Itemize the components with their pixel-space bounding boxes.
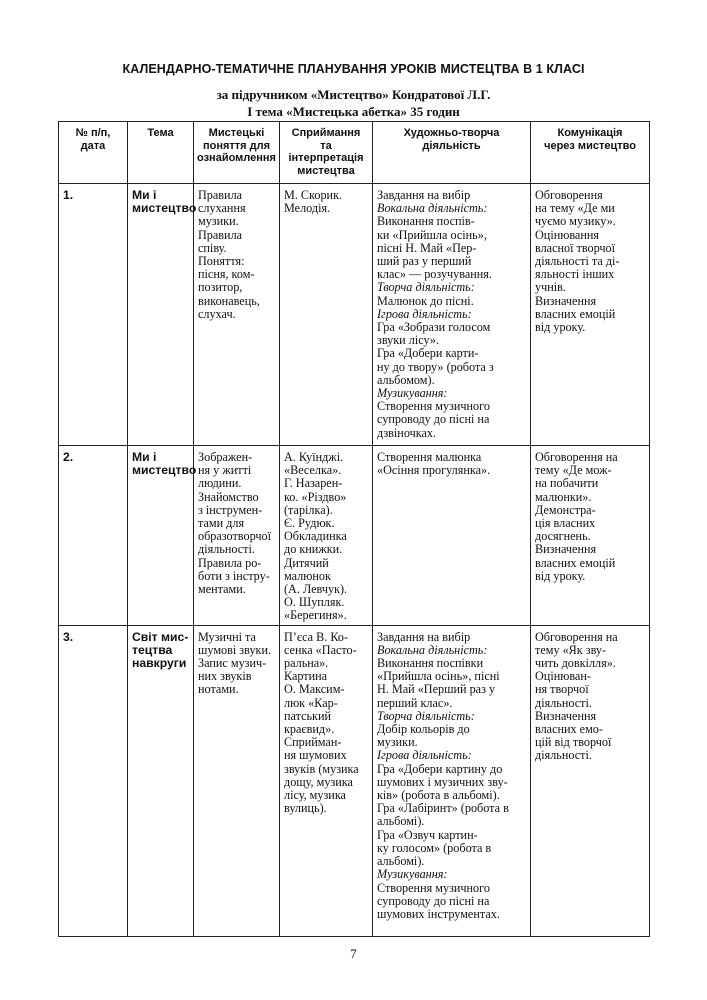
- cell-line: Г. Назарен-: [284, 476, 343, 491]
- cell-line: цій від творчої: [535, 735, 612, 750]
- row-theme: [128, 446, 197, 626]
- cell-line: пісня, ком-: [198, 267, 255, 282]
- cell-line: супроводу до пісні на: [377, 893, 490, 908]
- cell-line: шумові звуки.: [198, 642, 272, 657]
- cell-line: ків» (робота в альбомі).: [377, 788, 500, 803]
- cell-line: малюнки».: [535, 489, 592, 504]
- cell-line: Картина: [284, 669, 328, 684]
- row-perception: [280, 625, 373, 936]
- cell-line: Обговорення: [535, 188, 603, 202]
- cell-line: звуки лісу».: [377, 333, 439, 348]
- cell-line: супроводу до пісні на: [377, 412, 490, 427]
- cell-line: Створення музичного: [377, 399, 490, 414]
- cell-line: П’єса В. Ко-: [284, 629, 349, 644]
- cell-line: досягнень.: [535, 529, 591, 544]
- page-number: 7: [350, 946, 357, 961]
- textbook-subtitle: за підручником «Мистецтво» Кондратової Л.Г.: [216, 87, 491, 102]
- row-communication: [531, 184, 650, 446]
- cell-line: перший клас».: [377, 695, 453, 710]
- cell-line: Обкладинка: [284, 529, 347, 544]
- cell-line: Тема: [147, 127, 174, 139]
- cell-line: Сприймання: [291, 127, 361, 139]
- cell-line: через мистецтво: [544, 139, 636, 152]
- planning-table: [58, 121, 650, 937]
- row-theme: [128, 625, 194, 936]
- cell-line: Зображен-: [198, 450, 253, 464]
- row-activity: [373, 184, 531, 446]
- cell-line: ну до твору» (робота з: [377, 359, 494, 374]
- cell-line: малюнок: [284, 568, 331, 583]
- cell-line: Вокальна діяльність:: [377, 201, 488, 216]
- cell-line: Визначення: [535, 293, 597, 308]
- cell-line: виконавець,: [198, 293, 260, 308]
- cell-line: ки «Прийшла осінь»,: [377, 227, 487, 242]
- cell-line: «Берегиня».: [284, 608, 347, 623]
- cell-line: Є. Рудюк.: [284, 516, 335, 531]
- cell-line: Ігрова діяльність:: [377, 748, 472, 763]
- cell-line: Демонстра-: [535, 502, 596, 517]
- row-number: 1.: [59, 184, 128, 446]
- cell-line: шумових інструментах.: [377, 906, 500, 921]
- cell-line: альбомі).: [377, 854, 425, 869]
- cell-line: Гра «Озвуч картин-: [377, 827, 478, 842]
- cell-line: поняття для: [202, 139, 271, 152]
- cell-line: Творча діяльність:: [377, 280, 475, 295]
- cell-line: Добір кольорів до: [377, 722, 470, 737]
- cell-line: патський: [284, 708, 332, 723]
- cell-line: Гра «Добери карти-: [377, 346, 479, 361]
- cell-line: мистецтво: [132, 201, 197, 216]
- row-number: 3.: [59, 625, 128, 936]
- cell-line: від уроку.: [535, 568, 586, 583]
- cell-line: Дитячий: [284, 555, 329, 570]
- cell-line: тецтва: [132, 642, 173, 657]
- cell-line: № п/п,: [75, 127, 111, 139]
- cell-line: до книжки.: [284, 542, 343, 557]
- cell-line: на побачити: [535, 476, 599, 491]
- cell-line: Ми і: [132, 188, 157, 202]
- cell-line: власних емоцій: [535, 555, 616, 570]
- header-concepts: [194, 122, 280, 184]
- cell-line: тами для: [198, 516, 245, 531]
- cell-line: Знайомство: [198, 489, 259, 504]
- cell-line: О. Шупляк.: [284, 595, 345, 610]
- table-row: [59, 446, 650, 626]
- cell-line: ший раз у перший: [377, 254, 472, 269]
- cell-line: чить довкілля».: [535, 656, 616, 671]
- cell-line: Гра «Лабіринт» (робота в: [377, 801, 509, 816]
- cell-line: ральна».: [284, 656, 329, 671]
- cell-line: образотворчої: [198, 529, 271, 544]
- cell-line: них звуків: [198, 669, 252, 684]
- header-row: [59, 122, 650, 184]
- cell-line: діяльності.: [535, 695, 592, 710]
- cell-line: Обговорення на: [535, 629, 618, 644]
- cell-line: ня шумових: [284, 748, 347, 763]
- cell-line: на тему «Де ми: [535, 201, 615, 216]
- cell-line: музики.: [198, 214, 239, 229]
- cell-line: (тарілка).: [284, 502, 333, 517]
- cell-line: Оцінювання: [535, 227, 599, 242]
- cell-line: дзвіночках.: [377, 425, 437, 440]
- cell-line: боти з інстру-: [198, 568, 270, 583]
- cell-line: ція власних: [535, 516, 596, 531]
- cell-line: діяльності.: [535, 748, 592, 763]
- cell-line: А. Куїнджі.: [284, 450, 344, 464]
- cell-line: альбомі).: [377, 814, 425, 829]
- table-row: [59, 184, 650, 446]
- cell-line: вулиць).: [284, 801, 327, 816]
- cell-line: Завдання на вибір: [377, 188, 471, 202]
- cell-line: мистецтво: [132, 463, 197, 478]
- cell-line: «Осіння прогулянка».: [377, 463, 491, 478]
- cell-line: слухач.: [198, 306, 236, 321]
- row-activity: [373, 446, 531, 626]
- cell-line: нотами.: [198, 682, 239, 697]
- cell-line: Поняття:: [198, 254, 245, 269]
- cell-line: ня творчої: [535, 682, 589, 697]
- cell-line: лісу, музика: [284, 788, 346, 803]
- cell-line: Виконання поспів-: [377, 214, 475, 229]
- cell-line: чуємо музику».: [535, 214, 616, 229]
- cell-line: та: [320, 139, 332, 152]
- cell-line: Завдання на вибір: [377, 629, 471, 644]
- cell-line: Комунікація: [557, 127, 623, 139]
- cell-line: шумових і музичних зву-: [377, 774, 508, 789]
- cell-line: Малюнок до пісні.: [377, 293, 474, 308]
- cell-line: сенка «Пасто-: [284, 642, 357, 657]
- row-perception: [280, 184, 373, 446]
- cell-line: Створення музичного: [377, 880, 490, 895]
- cell-line: тему «Як зву-: [535, 642, 607, 657]
- cell-line: Виконання поспівки: [377, 656, 484, 671]
- row-concepts: [194, 625, 280, 936]
- cell-line: Музикування:: [377, 386, 448, 401]
- cell-line: від уроку.: [535, 320, 586, 335]
- table-row: [59, 625, 650, 936]
- theme-subtitle: І тема «Мистецька абетка» 35 годин: [247, 104, 460, 119]
- cell-line: «Прийшла осінь», пісні: [377, 669, 500, 684]
- cell-line: власної творчої: [535, 240, 616, 255]
- cell-line: Оцінюван-: [535, 669, 591, 684]
- cell-line: Художньо-творча: [403, 127, 500, 139]
- cell-line: навкруги: [132, 656, 187, 671]
- cell-line: Визначення: [535, 708, 597, 723]
- cell-line: люк «Кар-: [284, 695, 338, 710]
- cell-line: Запис музич-: [198, 656, 267, 671]
- cell-line: Гра «Добери картину до: [377, 761, 503, 776]
- cell-line: тему «Де мож-: [535, 463, 612, 478]
- row-communication: [531, 446, 650, 626]
- cell-line: О. Максим-: [284, 682, 345, 697]
- cell-line: Творча діяльність:: [377, 708, 475, 723]
- cell-line: яльності інших: [535, 267, 615, 282]
- cell-line: Музикування:: [377, 867, 448, 882]
- header-activity: [373, 122, 531, 184]
- header-perception: [280, 122, 373, 184]
- page-title: КАЛЕНДАРНО-ТЕМАТИЧНЕ ПЛАНУВАННЯ УРОКІВ МИСТЕЦТВА В 1 КЛАСІ: [122, 62, 585, 76]
- row-theme: [128, 184, 197, 446]
- header-theme: [128, 122, 194, 184]
- cell-line: Правила ро-: [198, 555, 262, 570]
- cell-line: інтерпретація: [288, 152, 364, 164]
- cell-line: Ігрова діяльність:: [377, 306, 472, 321]
- cell-line: ментами.: [198, 582, 246, 597]
- cell-line: (А. Левчук).: [284, 582, 348, 597]
- row-concepts: [194, 184, 280, 446]
- cell-line: людини.: [198, 476, 242, 491]
- cell-line: Н. Май «Перший раз у: [377, 682, 496, 697]
- cell-line: позитор,: [198, 280, 243, 295]
- cell-line: з інструмен-: [198, 502, 263, 517]
- row-number: 2.: [59, 446, 128, 626]
- header-communication: [531, 122, 650, 184]
- cell-line: дощу, музика: [284, 774, 353, 789]
- cell-line: слухання: [198, 201, 246, 216]
- row-communication: [531, 625, 650, 936]
- row-activity: [373, 625, 531, 936]
- cell-line: мистецтва: [297, 164, 355, 177]
- cell-line: ко. «Різдво»: [284, 489, 347, 504]
- cell-line: Мистецькі: [208, 127, 265, 139]
- cell-line: Створення малюнка: [377, 450, 482, 464]
- cell-line: Правила: [198, 188, 243, 202]
- cell-line: дата: [80, 139, 106, 152]
- cell-line: музики.: [377, 735, 418, 750]
- cell-line: діяльність: [422, 139, 481, 152]
- cell-line: Ми і: [132, 450, 157, 464]
- header-num: [59, 122, 128, 184]
- cell-line: М. Скорик.: [284, 188, 343, 202]
- cell-line: співу.: [198, 240, 227, 255]
- cell-line: звуків (музика: [284, 761, 359, 776]
- cell-line: власних емо-: [535, 722, 603, 737]
- cell-line: ня у житті: [198, 463, 252, 478]
- row-perception: [280, 446, 373, 626]
- cell-line: ознайомлення: [197, 152, 276, 164]
- cell-line: Сприйман-: [284, 735, 342, 750]
- cell-line: Обговорення на: [535, 450, 618, 464]
- cell-line: Світ мис-: [132, 629, 189, 644]
- cell-line: діяльності та ді-: [535, 254, 620, 269]
- cell-line: краєвид».: [284, 722, 335, 737]
- cell-line: ку голосом» (робота в: [377, 840, 492, 855]
- cell-line: «Веселка».: [284, 463, 342, 478]
- cell-line: Визначення: [535, 542, 597, 557]
- cell-line: клас» — розучування.: [377, 267, 492, 282]
- cell-line: Правила: [198, 227, 243, 242]
- cell-line: Вокальна діяльність:: [377, 642, 488, 657]
- cell-line: учнів.: [535, 280, 566, 295]
- row-concepts: [194, 446, 280, 626]
- cell-line: пісні Н. Май «Пер-: [377, 240, 477, 255]
- cell-line: альбомом).: [377, 372, 435, 387]
- cell-line: діяльності.: [198, 542, 255, 557]
- cell-line: Музичні та: [198, 629, 256, 644]
- cell-line: власних емоцій: [535, 306, 616, 321]
- cell-line: Мелодія.: [284, 201, 331, 216]
- cell-line: Гра «Зобрази голосом: [377, 320, 491, 335]
